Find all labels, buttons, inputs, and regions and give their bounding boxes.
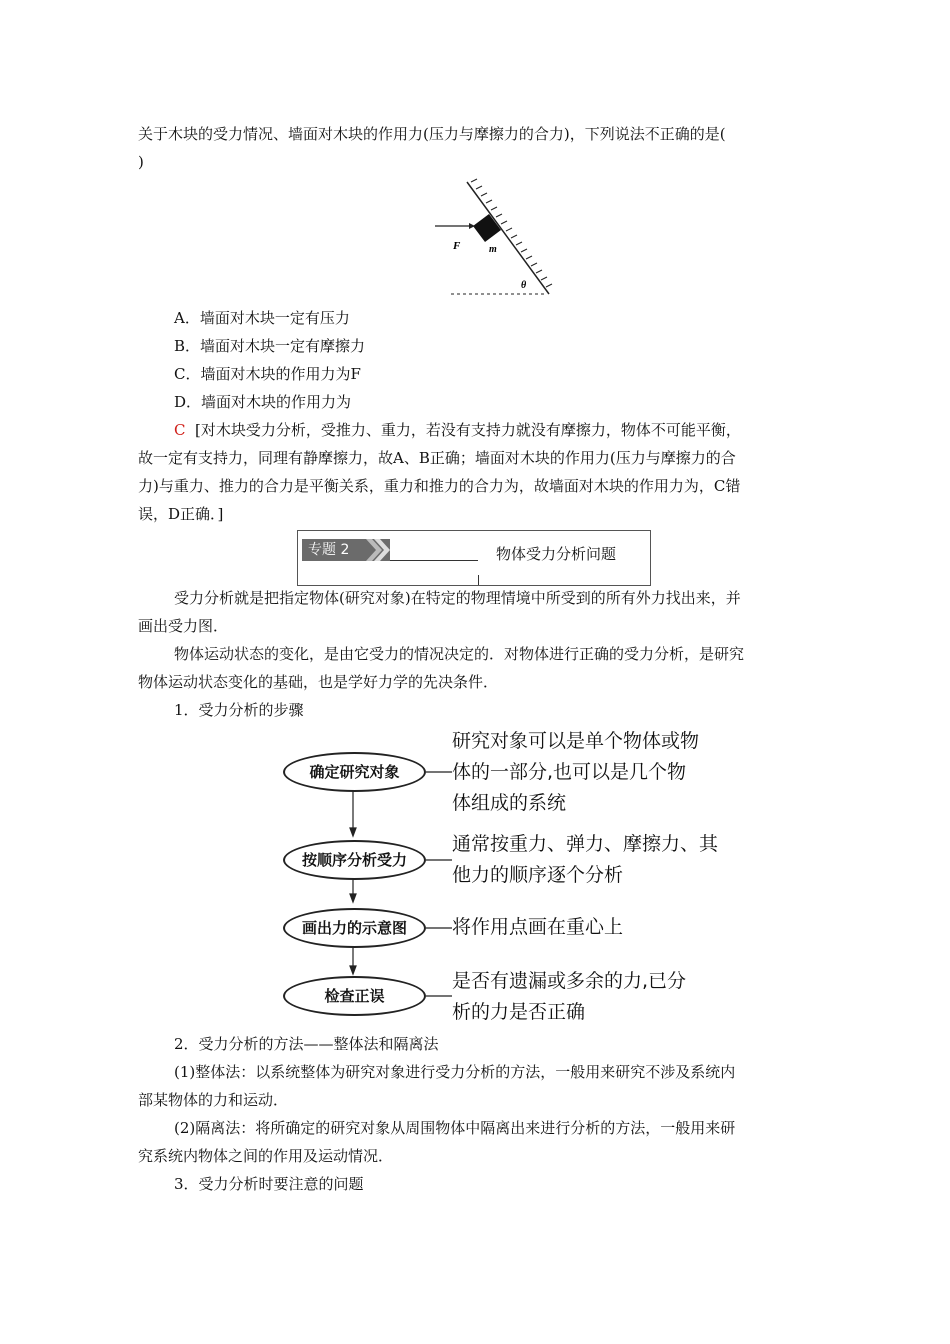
- method-1: (1)整体法：以系统整体为研究对象进行受力分析的方法，一般用来研究不涉及系统内: [174, 1063, 736, 1081]
- flow-desc-4: 是否有遗漏或多余的力,已分 析的力是否正确: [452, 970, 687, 1023]
- angle-label: θ: [521, 280, 527, 291]
- option-c: C．墙面对木块的作用力为F: [174, 365, 361, 383]
- flow-step-1: 确定研究对象: [283, 752, 426, 792]
- answer-line2: 故一定有支持力，同理有静摩擦力，故A、B正确；墙面对木块的作用力(压力与摩擦力的合: [138, 449, 736, 467]
- force-label: F: [453, 240, 461, 252]
- flow-arrows: [340, 790, 370, 990]
- option-d: D．墙面对木块的作用力为: [174, 393, 352, 411]
- section-2-heading: 2．受力分析的方法——整体法和隔离法: [174, 1035, 439, 1053]
- para-2-cont: 物体运动状态变化的基础，也是学好力学的先决条件．: [138, 673, 499, 691]
- answer-line4: 误，D正确．]: [138, 505, 224, 523]
- topic-header: [297, 530, 651, 586]
- flow-step-2: 按顺序分析受力: [283, 840, 426, 880]
- answer-line3: 力)与重力、推力的合力是平衡关系，重力和推力的合力为，故墙面对木块的作用力为，C错: [138, 477, 741, 495]
- tag-tick: [478, 575, 479, 585]
- question-stem-cont: ): [138, 153, 144, 171]
- topic-tag: 专题 2: [302, 539, 390, 561]
- method-1-cont: 部某物体的力和运动．: [138, 1091, 289, 1109]
- para-1: 受力分析就是把指定物体(研究对象)在特定的物理情境中所受到的所有外力找出来，并: [174, 589, 741, 607]
- flow-desc-1: 研究对象可以是单个物体或物 体的一部分,也可以是几个物 体组成的系统: [452, 730, 700, 814]
- question-stem: 关于木块的受力情况、墙面对木块的作用力(压力与摩擦力的合力)，下列说法不正确的是(: [138, 125, 726, 143]
- section-3-heading: 3．受力分析时要注意的问题: [174, 1175, 364, 1193]
- wall-line: [467, 182, 549, 294]
- mass-label: m: [489, 244, 497, 255]
- method-2-cont: 究系统内物体之间的作用及运动情况．: [138, 1147, 394, 1165]
- flow-step-4: 检查正误: [283, 976, 426, 1016]
- topic-title: 物体受力分析问题: [496, 545, 617, 563]
- answer-letter: C: [174, 421, 186, 439]
- inclined-wall-figure: [425, 178, 565, 300]
- tag-underline: [390, 560, 478, 561]
- option-a: A．墙面对木块一定有压力: [174, 309, 350, 327]
- answer-line1: C [对木块受力分析，受推力、重力，若没有支持力就没有摩擦力，物体不可能平衡，: [174, 421, 741, 439]
- para-1-cont: 画出受力图．: [138, 617, 229, 635]
- method-2: (2)隔离法：将所确定的研究对象从周围物体中隔离出来进行分析的方法，一般用来研: [174, 1119, 736, 1137]
- flow-step-3: 画出力的示意图: [283, 908, 426, 948]
- flow-desc-3: 将作用点画在重心上: [452, 916, 624, 938]
- para-2: 物体运动状态的变化，是由它受力的情况决定的．对物体进行正确的受力分析，是研究: [174, 645, 745, 663]
- flow-desc-2: 通常按重力、弹力、摩擦力、其 他力的顺序逐个分析: [452, 833, 719, 886]
- section-1-heading: 1．受力分析的步骤: [174, 701, 304, 719]
- tag-stripes-icon: [360, 539, 390, 561]
- option-b: B．墙面对木块一定有摩擦力: [174, 337, 366, 355]
- block: [473, 214, 501, 242]
